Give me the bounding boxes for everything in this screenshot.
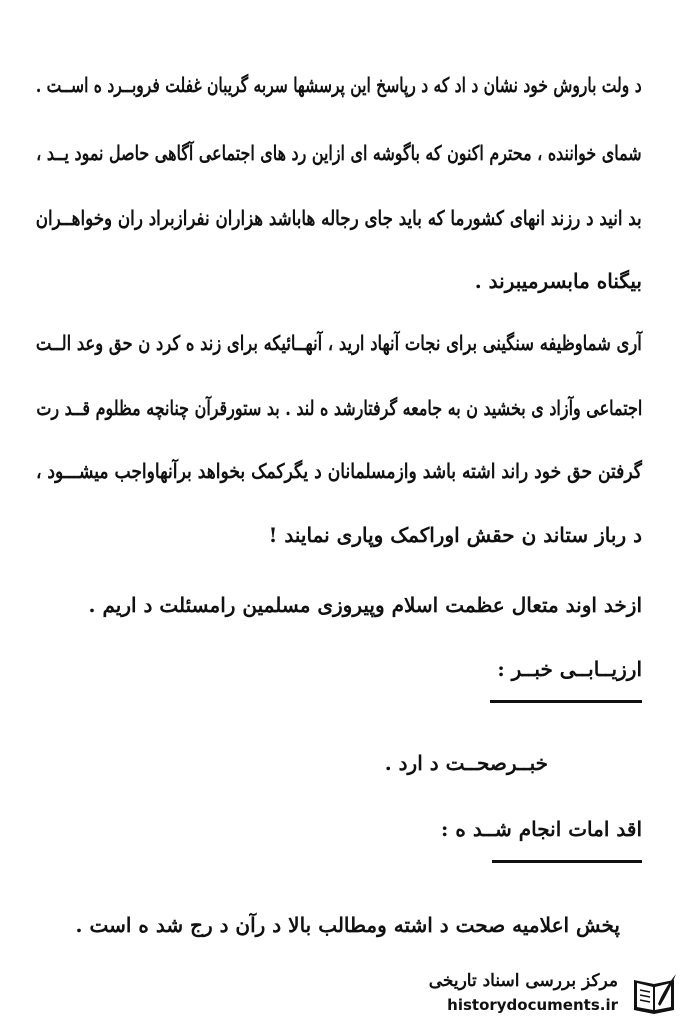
watermark-title: مرکز بررسی اسناد تاریخی — [428, 971, 618, 991]
paragraph2-line3: گرفتن حق خود راند اشته باشد وازمسلمانان د یگرکمک بخواهد برآنهاواجب میشـــود ، — [35, 459, 642, 483]
paragraph2-line1: آری شماوظیفه سنگینی برای نجات آنهاد ارید ، آنهــائیکه برای زند ه کرد ن حق وعد الــت — [36, 331, 642, 355]
closing-prayer: ازخد اوند متعال عظمت اسلام وپیروزی مسلمین رامسئلت د اریم . — [88, 593, 642, 617]
evaluation-underline — [490, 700, 642, 703]
actions-heading: اقد امات انجام شــد ه : — [441, 817, 642, 841]
watermark-url: historydocuments.ir — [447, 996, 618, 1014]
final-statement: پخش اعلامیه صحت د اشته ومطالب بالا د رآن د رج شد ه است . — [75, 913, 620, 937]
book-quill-logo-icon — [628, 970, 680, 1018]
paragraph2-line4: د رباز ستاند ن حقش اوراکمک وپاری نمایند ! — [268, 523, 642, 547]
actions-underline — [492, 860, 642, 863]
paragraph2-line2: اجتماعی وآزاد ی بخشید ن به جامعه گرفتارشد ه لند . بد ستورقرآن چنانچه مظلوم قــد رت — [36, 396, 642, 420]
archive-watermark — [410, 968, 680, 1023]
paragraph1-line4: بیگناه مابسرمیبرند . — [474, 269, 642, 293]
paragraph1-line2: شمای خواننده ، محترم اکنون که باگوشه ای ازاین رد های اجتماعی آگاهی حاصل نمود یــد ، — [36, 141, 642, 165]
evaluation-text: خبــرصحــت د ارد . — [384, 751, 548, 775]
paragraph1-line1: د ولت باروش خود نشان د اد که د رپاسخ این پرسشها سربه گریبان غفلت فروبــرد ه اســت . — [36, 73, 642, 97]
paragraph1-line3: بد انید د رزند انهای کشورما که باید جای رجاله هاباشد هزاران نفرازبراد ران وخواهــران — [36, 206, 642, 230]
evaluation-heading: ارزیــابــی خبــر : — [497, 657, 642, 681]
